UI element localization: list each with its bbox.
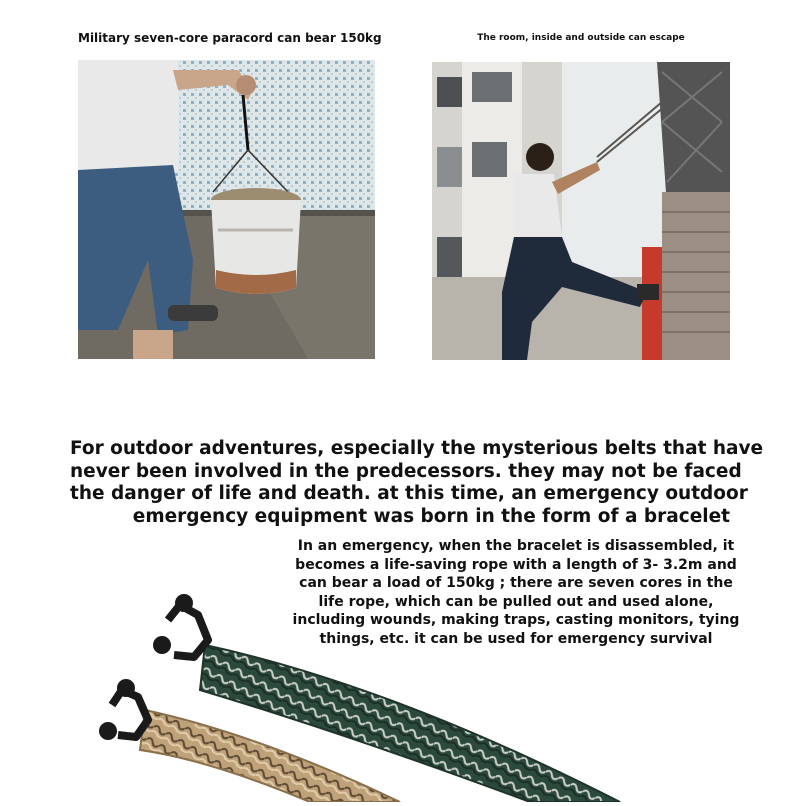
shackle-tan: [99, 679, 148, 740]
body-line: In an emergency, when the bracelet is disassembled, it: [297, 538, 735, 554]
photo-bucket-lift: [78, 60, 375, 359]
headline-text: [70, 438, 764, 528]
bucket-lift-illustration: [78, 60, 375, 359]
bracelets-illustration: [90, 585, 802, 802]
headline-line: the danger of life and death. at this time, an emergency outdoor: [70, 483, 748, 504]
photo-building-escape: [432, 62, 730, 360]
body-line: becomes a life-saving rope with a length of 3- 3.2m and: [295, 556, 737, 573]
body-line: including wounds, making traps, casting monitors, tying: [292, 612, 740, 629]
body-line: things, etc. it can be used for emergency survival: [319, 630, 713, 647]
headline-line: never been involved in the predecessors. they may not be faced: [70, 460, 742, 482]
body-line: life rope, which can be pulled out and used alone,: [318, 593, 714, 610]
escape-illustration: [432, 62, 730, 360]
caption-paracord-load: Military seven-core paracord can bear 150kg: [78, 31, 382, 45]
body-line: can bear a load of 150kg ; there are seven cores in the: [299, 575, 733, 592]
paracord-bracelets-image: [90, 585, 802, 802]
headline-line: For outdoor adventures, especially the mysterious belts that have: [70, 438, 764, 459]
shackle-green: [153, 594, 208, 657]
caption-escape: The room, inside and outside can escape: [477, 33, 685, 43]
headline-line: emergency equipment was born in the form of a bracelet: [132, 505, 730, 527]
